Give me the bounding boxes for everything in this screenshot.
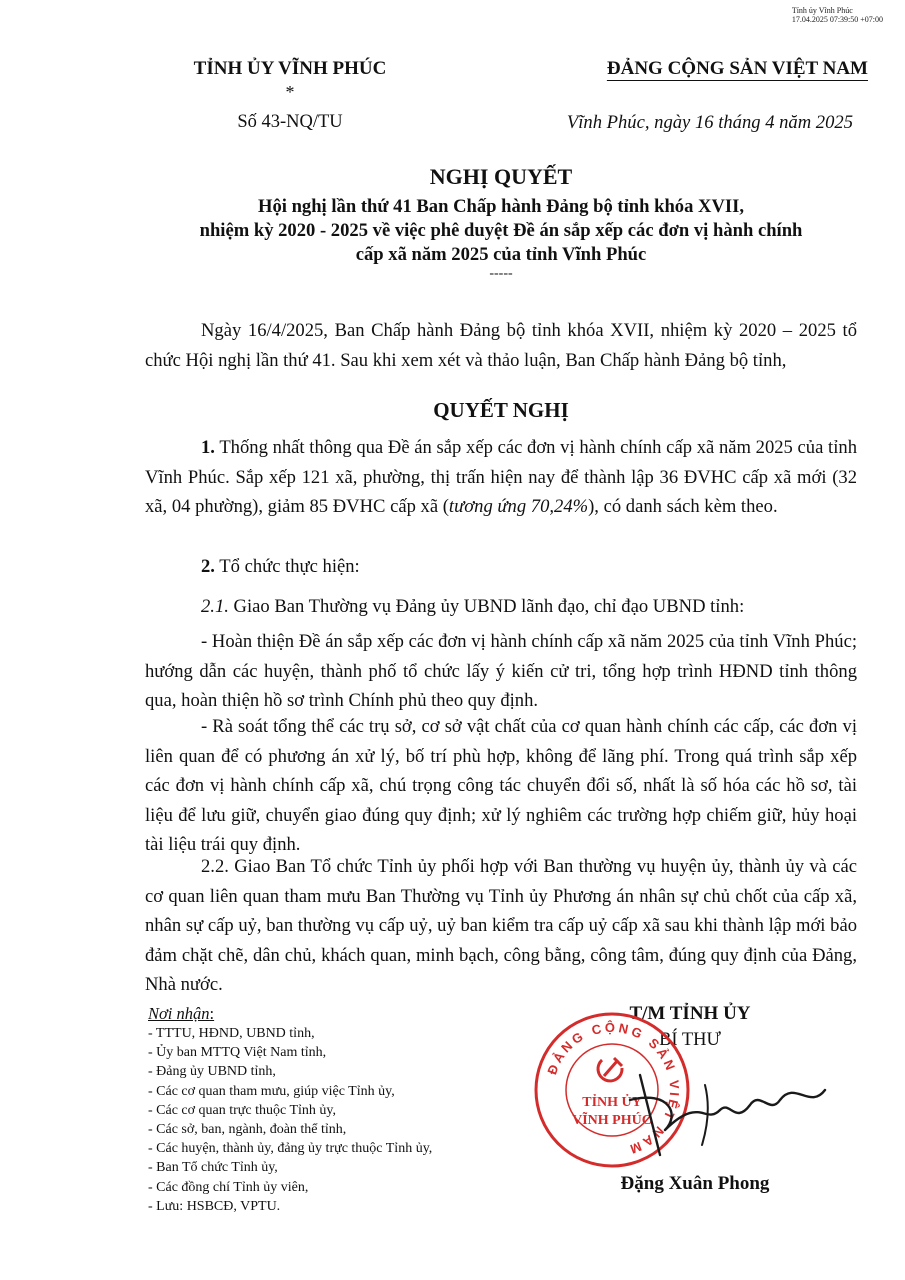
recipient-item: - Lưu: HSBCĐ, VPTU. <box>148 1198 281 1214</box>
intro-paragraph: Ngày 16/4/2025, Ban Chấp hành Đảng bộ tỉnh khóa XVII, nhiệm kỳ 2020 – 2025 tổ chức Hội nghị lần thứ 41. Sau khi xem xét và thảo luận, Ban Chấp hành Đảng bộ tỉnh, <box>145 320 857 371</box>
article-1-number: 1. <box>201 437 215 458</box>
article-1 <box>145 433 857 522</box>
seal-outer-text: ĐẢNG CỘNG SẢN VIỆT NAM <box>544 1019 683 1158</box>
party-name: ĐẢNG CỘNG SẢN VIỆT NAM <box>606 58 868 79</box>
seal-line-2: VĨNH PHÚC <box>572 1113 652 1128</box>
recipient-item: - Các huyện, thành ủy, đảng ủy trực thuộc Tỉnh ủy, <box>148 1141 433 1157</box>
recipients-block <box>148 1003 528 1216</box>
document-type-title: NGHỊ QUYẾT <box>429 164 573 189</box>
recipients-heading-text: Nơi nhận <box>148 1004 210 1023</box>
recipient-item: - Đảng ủy UBND tỉnh, <box>148 1064 276 1080</box>
article-1-ratio: tương ứng 70,24% <box>448 496 589 517</box>
article-2-1-number: 2.1. <box>201 596 229 617</box>
article-2-1-text: Giao Ban Thường vụ Đảng ủy UBND lãnh đạo, chỉ đạo UBND tỉnh: <box>228 596 745 617</box>
recipients-heading-colon: : <box>209 1004 215 1023</box>
article-2-text: Tổ chức thực hiện: <box>214 556 360 577</box>
signature-meta-timestamp: 17.04.2025 07:39:50 +07:00 <box>791 15 883 24</box>
issuing-org: TỈNH ỦY VĨNH PHÚC <box>193 58 387 79</box>
recipient-item: - Các sở, ban, ngành, đoàn thể tỉnh, <box>148 1122 347 1138</box>
header-star: * <box>285 82 295 102</box>
document-date: Vĩnh Phúc, ngày 16 tháng 4 năm 2025 <box>566 112 853 133</box>
recipients-heading <box>148 1003 528 1024</box>
resolve-heading: QUYẾT NGHỊ <box>433 398 569 422</box>
article-1-tail: ), có danh sách kèm theo. <box>588 496 778 517</box>
signature-meta-org: Tỉnh ủy Vĩnh Phúc <box>791 6 853 15</box>
handwritten-signature <box>610 1055 840 1165</box>
recipient-item: - Các đồng chí Tỉnh ủy viên, <box>148 1179 309 1195</box>
article-2 <box>145 552 857 582</box>
recipient-item: - Ban Tổ chức Tỉnh ủy, <box>148 1160 278 1176</box>
title-divider: ----- <box>489 266 513 281</box>
signer-name: Đặng Xuân Phong <box>620 1173 770 1194</box>
task-bullet-1: - Hoàn thiện Đề án sắp xếp các đơn vị hành chính cấp xã năm 2025 của tỉnh Vĩnh Phúc; hướng dẫn các huyện, thành phố tổ chức lấy ý kiến cử tri, tổng hợp trình HĐND tỉnh thông qua, hoàn thiện hồ sơ trình Chính phủ theo quy định. <box>145 631 857 711</box>
signature-position: BÍ THƯ <box>659 1030 721 1050</box>
subject-line-3: cấp xã năm 2025 của tỉnh Vĩnh Phúc <box>355 244 647 265</box>
article-2-number: 2. <box>201 556 215 577</box>
signature-on-behalf: T/M TỈNH ỦY <box>629 1003 751 1024</box>
recipient-item: - Các cơ quan tham mưu, giúp việc Tỉnh ủy, <box>148 1083 395 1099</box>
recipient-item: - TTTU, HĐND, UBND tỉnh, <box>148 1026 315 1041</box>
document-number: Số 43-NQ/TU <box>237 112 343 132</box>
subject-line-1: Hội nghị lần thứ 41 Ban Chấp hành Đảng bộ tỉnh khóa XVII, <box>258 196 744 217</box>
subject-line-2: nhiệm kỳ 2020 - 2025 về việc phê duyệt Đề án sắp xếp các đơn vị hành chính <box>199 220 803 241</box>
task-bullet-2: - Rà soát tổng thể các trụ sở, cơ sở vật chất của cơ quan hành chính các cấp, các đơn vị liên quan để có phương án xử lý, bố trí phù hợp, không để lãng phí. Trong quá trình sắp xếp các đơn vị hành chính cấp xã, chú trọng công tác chuyển đổi số, nhất là số hóa các hồ sơ, tài liệu để lưu giữ, chuyển giao đúng quy định; xử lý nghiêm các trường hợp chiếm giữ, hủy hoại tài liệu trái quy định. <box>145 716 857 855</box>
digital-signature-meta <box>792 6 883 24</box>
document-subject <box>145 195 857 267</box>
article-2-1 <box>145 592 857 622</box>
recipient-item: - Ủy ban MTTQ Việt Nam tỉnh, <box>148 1045 327 1061</box>
recipient-item: - Các cơ quan trực thuộc Tỉnh ủy, <box>148 1102 336 1118</box>
article-2-2: 2.2. Giao Ban Tổ chức Tỉnh ủy phối hợp với Ban thường vụ huyện ủy, thành ủy và các cơ quan liên quan tham mưu Ban Thường vụ Tỉnh ủy Phương án nhân sự chủ chốt của cấp xã, nhân sự cấp uỷ, ban thường vụ cấp uỷ, uỷ ban kiểm tra cấp uỷ cấp xã sau khi thành lập mới bảo đảm chặt chẽ, dân chủ, khách quan, minh bạch, công bằng, công tâm, đúng quy định của Đảng, Nhà nước. <box>145 856 857 995</box>
seal-line-1: TỈNH ỦY <box>582 1095 642 1110</box>
article-1-text: Thống nhất thông qua Đề án sắp xếp các đơn vị hành chính cấp xã năm 2025 của tỉnh Vĩnh Phúc. Sắp xếp 121 xã, phường, thị trấn hiện nay để thành lập 36 ĐVHC cấp xã mới (32 xã, 04 phường), giảm 85 ĐVHC cấp xã ( <box>145 437 857 517</box>
